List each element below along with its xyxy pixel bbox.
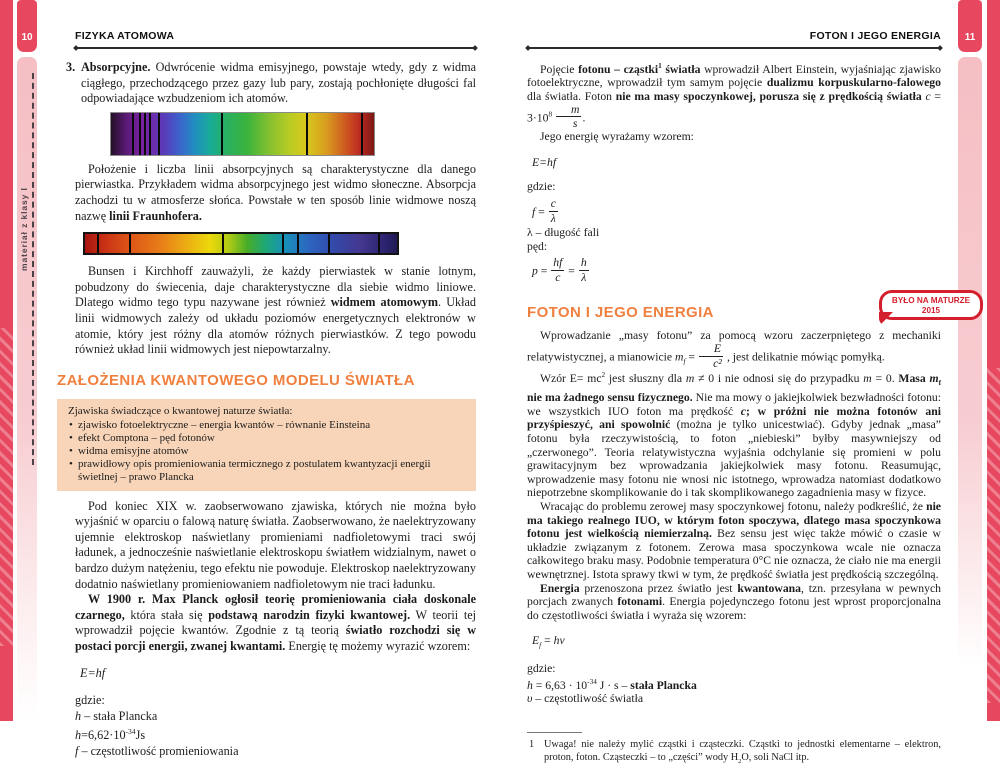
reversed-spectrum-image [83, 232, 399, 255]
paragraph-photon-mass-1: Wprowadzanie „masy fotonu” za pomocą wzoru zaczerpniętego z mechaniki relatywistycznej, a mianowicie $m_f$ = $\frac{E}{\text{c²}}$ , jest delikatnie mówiąc pomyłką. [527, 329, 941, 370]
page-right-content [527, 58, 971, 768]
page-number-tab-left [17, 0, 37, 52]
running-header-right [527, 30, 941, 42]
box-bullet: • zjawisko fotoelektryczne – energia kwantów – równanie Einsteina [68, 419, 465, 432]
right-border-stripes [987, 368, 1000, 703]
definition-line: $h = 6,63 \cdot 10^{-34}$ J · s – stała Plancka [527, 677, 697, 692]
rule-end-diamond [73, 45, 79, 51]
left-border-stripes [0, 328, 13, 646]
formula-momentum: p = $\frac{hf}{c}$ = $\frac{h}{\lambda}$ [532, 256, 587, 285]
definition-line: $h=6,62\cdot 10^{-34}Js$ [75, 727, 146, 743]
page-number-tab-right [958, 0, 982, 52]
header-rule-right [527, 47, 941, 49]
quantum-evidence-box [57, 399, 476, 490]
paragraph-fraunhofer: Położenie i liczba linii absorpcyjnych są charakterystyczne dla danego pierwiastka. Przykładem widma absorpcyjnego jest widmo słoneczne. Absorpcja zachodzi tu w atmosferze słońca. Powstałe w ten sposób linie widmowe noszą nazwę linii Fraunhofera. [75, 161, 476, 223]
paragraph-einstein: Pojęcie fotonu – cząstki$^1$ światła wprowadził Albert Einstein, wyjaśniając zjawisko fotoelektryczne, wprowadził tym samym pojęcie dualizmu korpuskularno-falowego dla światła. Foton nie ma masy spoczynkowej, porusza się z prędkością światła $c = 3\cdot 10^8$ $\frac{m}{s}$ . [527, 62, 942, 131]
box-bullet: • prawidłowy opis promieniowania termicznego z postulatem kwantyzacji energii świetlnej – prawo Plancka [68, 458, 465, 484]
footnote-marker: 1 [529, 738, 535, 750]
lambda-definition: λ – długość fali [527, 226, 600, 240]
box-bullet: • widma emisyjne atomów [68, 445, 465, 458]
dashed-line [32, 73, 34, 465]
section-heading-row [527, 295, 971, 321]
formula-ef-hv: $E_f = h\nu$ [532, 634, 565, 650]
list-item-text: Absorpcyjne. Odwrócenie widma emisyjnego, powstaje wtedy, gdy z widma ciągłego, przechodzącego przez gazy lub pary, zostają pochłonięte długości fal odpowiadające wzbudzeniom ich atomów. [81, 60, 476, 106]
paragraph-electroscope: Pod koniec XIX w. zaobserwowano zjawiska, których nie można było wyjaśnić w oparciu o falową naturę światła. Zaobserwowano, że naelektryzowany ujemnie elektroskop naświetlany promieniami nadfioletowymi traci swój ładunek, a jednocześnie naświetlanie elektroskopu światłem widzialnym, nawet o bardzo dużym natężeniu, tego efektu nie powoduje. Elektroskop naelektryzowany dodatnio naświetlany promieniowaniem nadfioletowym nie traci ładunku. [75, 498, 477, 591]
box-bullet-list [68, 419, 465, 485]
running-header-left [75, 30, 476, 42]
paragraph-planck: W 1900 r. Max Planck ogłosił teorię promieniowania ciała doskonale czarnego, która stała się podstawą narodzin fizyki kwantowej. W teorii tej wprowadził pojęcie kwantów. Zgodnie z tą teorią światło rozchodzi się w postaci porcji energii, zwanej kwantami. Energię tę możemy wyrazić wzorem: [75, 592, 477, 653]
rule-end-diamond [472, 45, 478, 51]
box-bullet: • efekt Comptona – pęd fotonów [68, 432, 465, 445]
list-item-number: 3. [66, 60, 76, 74]
definition-line: υ – częstotliwość światła [527, 692, 644, 706]
gdzie-label: gdzie: [75, 693, 105, 708]
definitions-left [75, 709, 476, 760]
footnote-text: Uwaga! nie należy mylić cząstki i cząsteczki. Cząstki to jednostki elementarne – elektron, proton, foton. Cząsteczki – to „części” wody $H_2O$, soli NaCl itp. [544, 738, 941, 766]
header-rule-left [75, 47, 476, 49]
running-header-left-title: FIZYKA ATOMOWA [75, 30, 175, 42]
paragraph-bunsen: Bunsen i Kirchhoff zauważyli, że każdy pierwiastek w stanie lotnym, pobudzony do świecenia, daje charakterystyczne dla siebie widmo liniowe. Dlatego widmo tego typu nazywane jest również widmem atomowym. Układ linii widmowych zależy od układu poziomów energetycznych elektronów w atomie, który jest różny dla atomów różnych pierwiastków. Z tego powodu również układ linii widmowych jest niepowtarzalny. [75, 264, 476, 357]
gdzie-label-2: gdzie: [527, 662, 556, 676]
rule-end-diamond [937, 45, 943, 51]
definition-line: h – stała Plancka [75, 708, 158, 723]
paragraph-photon-mass-2: Wzór $E= mc^2$ jest słuszny dla m ≠ 0 i nie odnosi się do przypadku m = 0. Masa $m_f$ nie ma żadnego sensu fizycznego. Nie ma mowy o jakiejkolwiek bezwładności fotonu: we wszystkich IUO foton ma prędkość c; w próżni nie można fotonów ani przyśpieszyć, ani spowolnić (można je tylko unicestwiać). Gdyby jednak „masa” fotonu była rzeczywistością, to foton „niebieski” byłby masywniejszy od „czerwonego”. Teoria relatywistyczna wyjaśnia odchylanie się promieni w polu grawitacyjnym bez wprowadzania jakiejkolwiek masy fotonu. Reasumując, wprowadzenie masy fotonu nie wnosi nic istotnego, wprowadza natomiast dodatkowo niepotrzebne skomplikowanie do i tak skomplikowanego zagadnienia masy w fizyce. [527, 371, 941, 500]
absorption-spectrum-image [110, 112, 375, 156]
definitions-right [527, 676, 941, 706]
running-header-right-title: FOTON I JEGO ENERGIA [809, 30, 941, 42]
footnote [527, 738, 941, 768]
matura-stamp [879, 290, 983, 320]
class-material-strip [17, 57, 37, 721]
page-left-content [57, 58, 477, 760]
sidebar-vertical-label: materiał z klasy I [19, 187, 29, 271]
page-number-left: 10 [21, 32, 33, 43]
stamp-line1: BYŁO NA MATURZE [891, 295, 971, 305]
rule-end-diamond [525, 45, 531, 51]
formula-e-hf: E=hf [80, 666, 106, 681]
page-number-right: 11 [964, 32, 976, 43]
right-pink-strip [958, 57, 982, 667]
list-item-absorpcyjne [66, 60, 476, 107]
footnote-separator [527, 732, 582, 733]
section-heading-foton: FOTON I JEGO ENERGIA [527, 303, 714, 321]
formula-e-hf-right: E=hf [532, 155, 557, 169]
box-title: Zjawiska świadczące o kwantowej naturze światła: [68, 405, 293, 418]
gdzie-label-right: gdzie: [527, 180, 556, 194]
definition-line: f – częstotliwość promieniowania [75, 743, 239, 758]
ped-label: pęd: [527, 239, 548, 253]
stamp-line2: 2015 [921, 305, 941, 315]
paragraph-photon-mass-3: Wracając do problemu zerowej masy spoczynkowej fotonu, należy podkreślić, że nie ma takiego realnego IUO, w którym foton spoczywa, dlatego masa spoczynkowa fotonu jest wielkością niemierzalną. Bez sensu jest więc także mówić o czasie w układzie związanym z fotonem. Zerowa masa spoczynkowa wcale nie oznacza całkowitego braku masy. Podobnie temperatura 0°C nie oznacza, że ciało nie ma energii wewnętrznej. Istota sprawy tkwi w tym, że prędkość światła jest prędkością szczególną. [527, 500, 941, 581]
right-page-edge-border [987, 0, 1000, 721]
paragraph-quanta: Energia przenoszona przez światło jest kwantowana, tzn. przesyłana w pewnych porcjach zwanych fotonami. Energia pojedynczego fotonu jest wprost proporcjonalna do częstotliwości światła i wyraża się wzorem: [527, 581, 941, 622]
section-heading-zalozenia: ZAŁOŻENIA KWANTOWEGO MODELU ŚWIATŁA [57, 371, 415, 389]
formula-f-c-lambda: f = $\frac{c}{\lambda}$ [532, 196, 556, 225]
paragraph-energy-intro: Jego energię wyrażamy wzorem: [540, 130, 694, 144]
left-page-edge-border [0, 0, 13, 721]
